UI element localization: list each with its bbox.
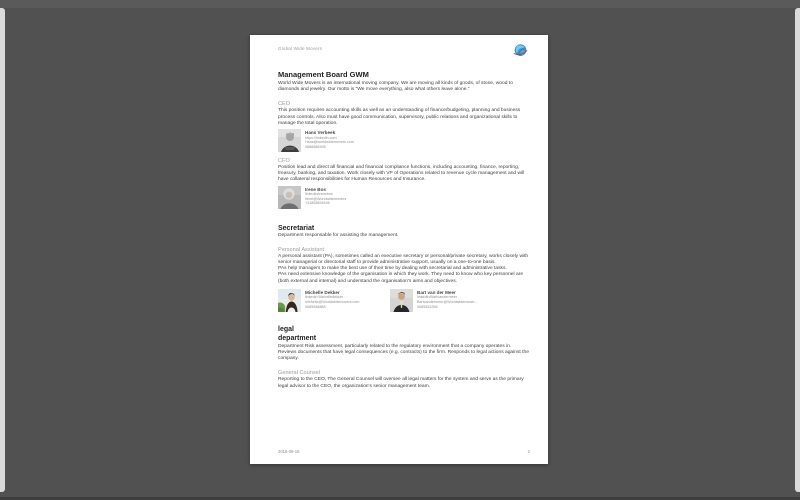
person-linkedin: linkedin Michelledekker — [305, 295, 344, 300]
document-page — [250, 35, 548, 464]
ceo-section-label: CEO — [278, 101, 291, 108]
person-phone: +31858854546 — [305, 201, 330, 206]
legal-heading — [278, 325, 530, 344]
company-name: Global Wide Movers — [278, 46, 323, 51]
irene-bos-photo — [278, 186, 301, 209]
contact-card-michelle — [278, 289, 390, 312]
contact-info — [305, 289, 360, 312]
general-counsel-label: General Counsel — [278, 370, 320, 377]
person-email: Hans@worldwidemovers.com — [305, 140, 354, 145]
general-counsel-description: Reporting to the CEO, The General Counsel will oversee all legal matters for the system and serve as the primary legal advisor to the CEO, the organization's senior management team. — [278, 377, 524, 389]
contact-info — [305, 186, 346, 209]
michelle-dekker-photo — [278, 289, 301, 312]
person-phone: 0685558888 — [305, 304, 326, 309]
legal-description: Department Risk assessment, particularly related to the regulatory environment that a company operates in. Reviews documents that have legal consequences (e.g. contracts) to the firm. Responds to legal actions against the company. — [278, 343, 529, 362]
person-linkedin: linkedin/Bartvandermeer — [417, 295, 457, 300]
pa-contacts-row — [278, 289, 530, 312]
pa-section-label: Personal Assistant — [278, 246, 325, 253]
contact-info — [417, 289, 477, 312]
contact-card-hans — [278, 129, 530, 152]
page-title: Management Board GWM — [278, 70, 369, 79]
pa-paragraph-3: PAs need extensive knowledge of the organisation in which they work. They need to know who key personnel are (both external and internal) and understand the organisation's aims and objectives. — [278, 272, 524, 284]
globe-logo-icon — [513, 43, 528, 58]
person-name: Michelle Dekker — [305, 289, 340, 295]
footer-date: 2016-09-16 — [278, 449, 300, 454]
person-email: Bartvandermeer@Worldwidemover... — [417, 299, 478, 304]
footer-page-number: 2 — [527, 449, 530, 454]
person-phone: 0888886598 — [305, 144, 326, 149]
ceo-description: This position requires accounting skills as well as an understanding of finance/budgeting, planning and business process controls. Also must have good communication, supervisory, public relations and organizational skills to manage the total operation. — [278, 108, 521, 126]
window-top-edge — [0, 0, 800, 8]
page-footer — [278, 449, 530, 454]
cfo-description: Position lead and direct all financial and financial compliance functions, including accounting, finance, reporting, treasury, banking, and taxation. Work closely with VP of Operations related to revenue cycle management and will have collateral responsibilities for Human Resources and Insurance. — [278, 165, 525, 183]
pa-paragraph-1: A personal assistant (PA), sometimes called an executive secretary or personal/private secretary, works closely with senior managerial or directorial staff to provide administrative support, usually on a one-to-one basis. — [278, 253, 529, 266]
legal-heading-line1: legal — [278, 325, 294, 333]
person-email: michelle@Worldwidemovers.com — [305, 299, 360, 304]
person-name: Irene Bos — [305, 186, 326, 192]
cfo-section-label: CFO — [278, 158, 290, 165]
contact-card-irene — [278, 186, 530, 209]
secretariat-description: Department responsable for assisting the management. — [278, 232, 399, 238]
person-phone: 0685553256 — [417, 304, 438, 309]
contact-card-bart — [390, 289, 502, 312]
person-name: Hans Verbeek — [305, 130, 336, 136]
document-header — [278, 43, 530, 59]
right-scrollbar[interactable] — [795, 8, 800, 492]
person-name: Bart van der Meer — [417, 289, 456, 295]
bart-van-der-meer-photo — [390, 289, 413, 312]
person-email: irene@Worldwidemovers — [305, 196, 347, 201]
person-linkedin: https://linkedin.com — [305, 135, 337, 140]
contact-info — [305, 129, 354, 152]
legal-heading-line2: department — [278, 335, 317, 343]
secretariat-heading: Secretariat — [278, 224, 315, 232]
hans-verbeek-photo — [278, 129, 301, 152]
person-linkedin: linkedin/irenebos — [305, 192, 333, 197]
left-scrollbar[interactable] — [0, 8, 5, 492]
intro-paragraph: World Wide Movers is an international moving company. We are moving all kinds of goods, of stone, wood to diamonds and jewelry. Our motto is “We move everything, also what others leave alone.” — [278, 81, 513, 93]
pa-paragraph-2: PAs help managers to make the best use of their time by dealing with secretarial and administrative tasks. — [278, 266, 507, 272]
